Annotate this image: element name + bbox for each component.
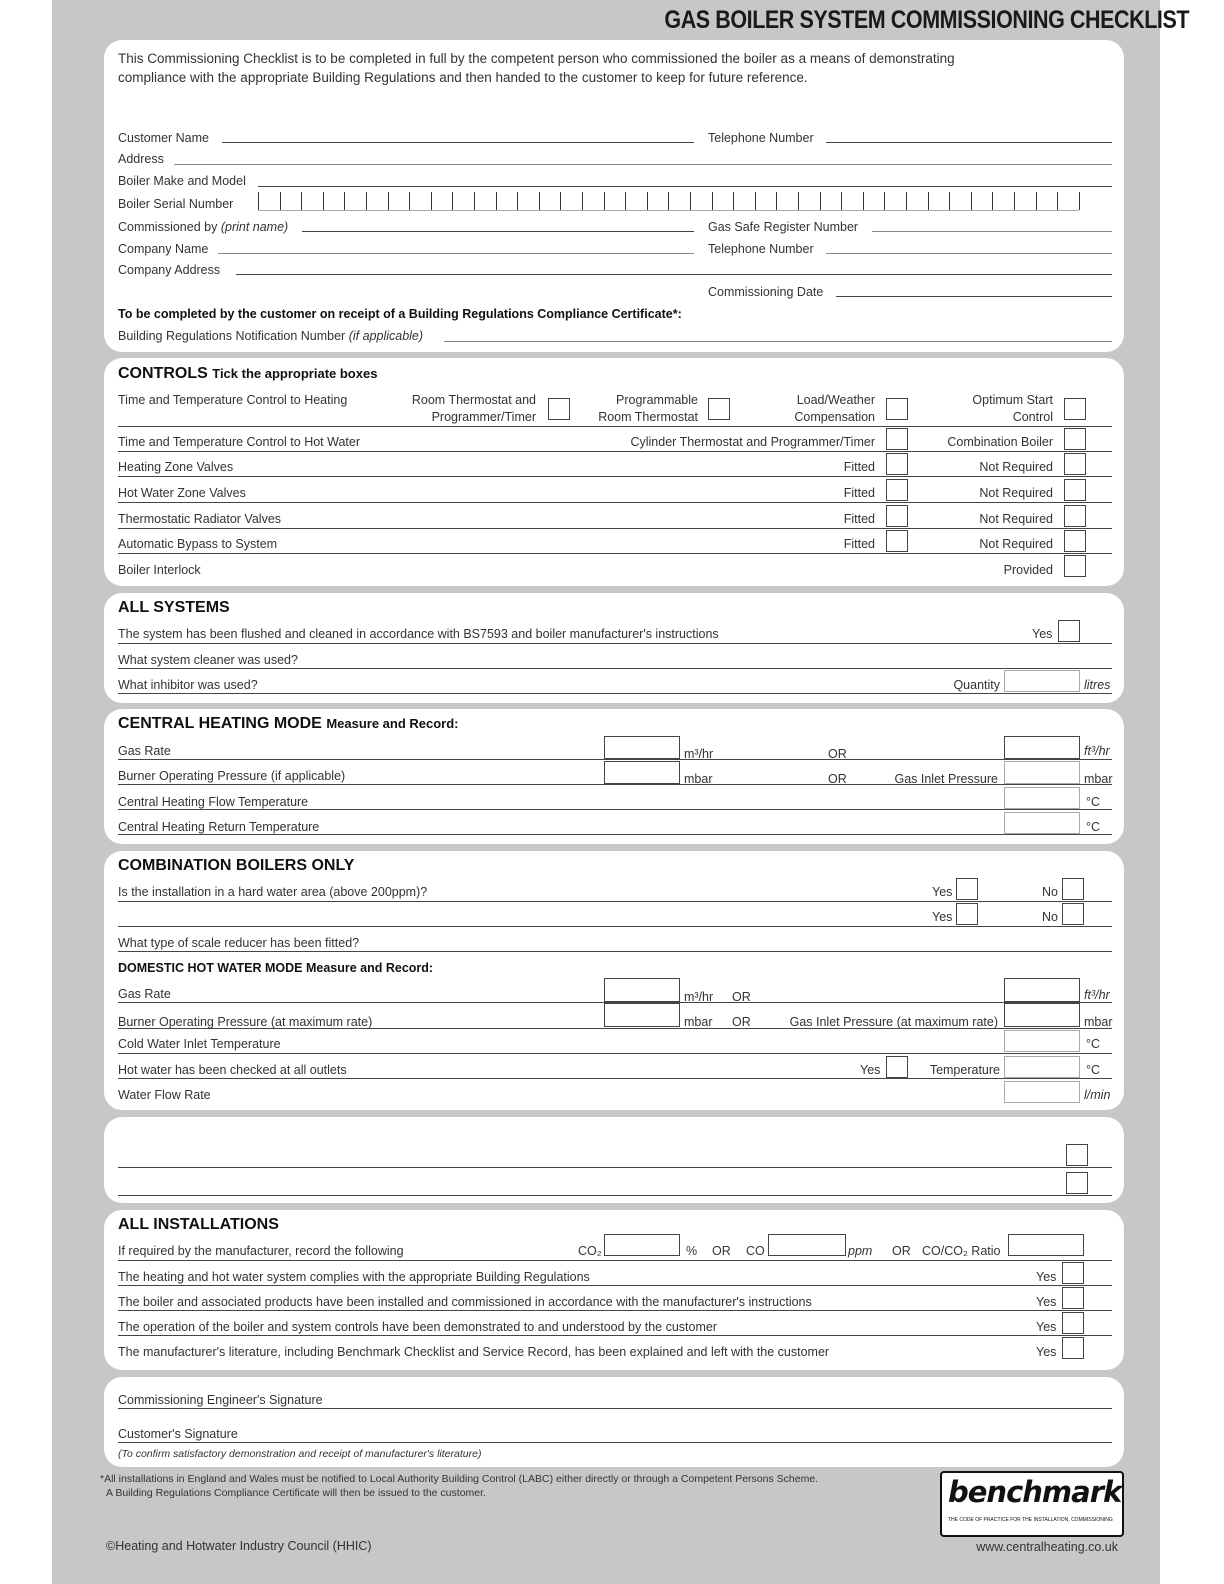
customer-signature-field[interactable] bbox=[118, 1442, 1112, 1443]
dhw-gas-inlet-label: Gas Inlet Pressure (at maximum rate) bbox=[789, 1015, 998, 1029]
dhw-gas-rate-label: Gas Rate bbox=[118, 987, 171, 1001]
benchmark-logo-text: benchmark bbox=[948, 1475, 1122, 1509]
serial-digit-divider bbox=[560, 192, 561, 210]
or-label: OR bbox=[828, 772, 847, 786]
row-divider bbox=[118, 809, 1112, 810]
serial-digit-divider bbox=[582, 192, 583, 210]
trv-label: Thermostatic Radiator Valves bbox=[118, 512, 282, 526]
ch-gas-inlet-label: Gas Inlet Pressure bbox=[894, 772, 998, 786]
intro-line-1: This Commissioning Checklist is to be completed in full by the competent person who commissioned the boiler as a means of demonstrating bbox=[118, 51, 955, 66]
engineer-signature-label: Commissioning Engineer's Signature bbox=[118, 1393, 323, 1407]
footnote-line-2: A Building Regulations Compliance Certificate will then be issued to the customer. bbox=[106, 1487, 486, 1499]
serial-baseline bbox=[258, 210, 1079, 211]
footnote-line-1: *All installations in England and Wales must be notified to Local Authority Building Control (LABC) either directly or through a Competent Persons Scheme. bbox=[100, 1473, 819, 1485]
additional-item-1-checkbox[interactable] bbox=[1066, 1144, 1088, 1166]
benchmark-logo bbox=[940, 1471, 1124, 1537]
hot-checked-yes-checkbox[interactable] bbox=[886, 1056, 908, 1078]
combination-boiler-label: Combination Boiler bbox=[947, 435, 1053, 449]
serial-digit-divider bbox=[344, 192, 345, 210]
or-label: OR bbox=[892, 1244, 911, 1258]
serial-digit-divider bbox=[798, 192, 799, 210]
flushed-statement: The system has been flushed and cleaned in accordance with BS7593 and boiler manufacturer's instructions bbox=[118, 627, 719, 641]
commissioned-by-label: Commissioned by (print name) bbox=[118, 220, 289, 234]
ch-return-temp-label: Central Heating Return Temperature bbox=[118, 820, 320, 834]
hot-water-zone-valves-label: Hot Water Zone Valves bbox=[118, 486, 246, 500]
inhibitor-question: What inhibitor was used? bbox=[118, 678, 258, 692]
serial-digit-divider bbox=[1079, 192, 1080, 210]
serial-digit-divider bbox=[712, 192, 713, 210]
row-divider bbox=[118, 1310, 1112, 1311]
fitted-label: Fitted bbox=[843, 512, 875, 526]
cold-inlet-label: Cold Water Inlet Temperature bbox=[118, 1037, 281, 1051]
copyright: ©Heating and Hotwater Industry Council (HHIC) bbox=[106, 1539, 372, 1553]
ch-gas-rate-m3-field[interactable] bbox=[604, 736, 680, 759]
quantity-field[interactable] bbox=[1004, 670, 1080, 692]
load-weather-checkbox[interactable] bbox=[886, 398, 908, 420]
option-optimum-start-line2: Control bbox=[1012, 410, 1053, 424]
option-optimum-start-line1: Optimum Start bbox=[972, 393, 1053, 407]
statement-3-yes-checkbox[interactable] bbox=[1062, 1312, 1084, 1334]
cylinder-thermostat-checkbox[interactable] bbox=[886, 428, 908, 450]
not-required-label: Not Required bbox=[979, 537, 1053, 551]
ratio-label: CO/CO₂ Ratio bbox=[922, 1244, 1001, 1258]
hot-water-zone-fitted-checkbox[interactable] bbox=[886, 479, 908, 501]
yes-label: Yes bbox=[1036, 1345, 1057, 1359]
row-divider bbox=[118, 476, 1112, 477]
serial-digit-divider bbox=[841, 192, 842, 210]
cold-inlet-field[interactable] bbox=[1004, 1030, 1080, 1052]
statement-1-yes-checkbox[interactable] bbox=[1062, 1262, 1084, 1284]
ch-gas-rate-label: Gas Rate bbox=[118, 744, 171, 758]
hot-checked-statement: Hot water has been checked at all outlets bbox=[118, 1063, 347, 1077]
room-thermostat-checkbox[interactable] bbox=[548, 398, 570, 420]
water-flow-rate-label: Water Flow Rate bbox=[118, 1088, 211, 1102]
company-telephone-label: Telephone Number bbox=[708, 242, 814, 256]
row-divider bbox=[118, 1260, 1112, 1261]
row-divider bbox=[118, 693, 1112, 694]
optimum-start-checkbox[interactable] bbox=[1064, 398, 1086, 420]
ch-burner-field[interactable] bbox=[604, 761, 680, 784]
dhw-burner-label: Burner Operating Pressure (at maximum rate) bbox=[118, 1015, 373, 1029]
co2-field[interactable] bbox=[604, 1234, 680, 1256]
combination-heading: COMBINATION BOILERS ONLY bbox=[118, 857, 355, 874]
notification-field[interactable] bbox=[444, 341, 1112, 342]
or-label: OR bbox=[712, 1244, 731, 1258]
gas-safe-field[interactable] bbox=[872, 231, 1112, 232]
interlock-provided-checkbox[interactable] bbox=[1064, 555, 1086, 577]
serial-digit-divider bbox=[863, 192, 864, 210]
all-installations-heading: ALL INSTALLATIONS bbox=[118, 1216, 279, 1233]
hot-temperature-field[interactable] bbox=[1004, 1056, 1080, 1078]
customer-name-label: Customer Name bbox=[118, 131, 209, 145]
hot-water-zone-not-required-checkbox[interactable] bbox=[1064, 479, 1086, 501]
quantity-label: Quantity bbox=[953, 678, 1000, 692]
serial-digit-divider bbox=[647, 192, 648, 210]
serial-digit-divider bbox=[301, 192, 302, 210]
serial-digit-divider bbox=[992, 192, 993, 210]
litres-unit: litres bbox=[1084, 678, 1111, 692]
trv-fitted-checkbox[interactable] bbox=[886, 505, 908, 527]
row-divider bbox=[118, 643, 1112, 644]
co-label: CO bbox=[746, 1244, 765, 1258]
row-divider bbox=[118, 1078, 1112, 1079]
company-telephone-field[interactable] bbox=[826, 253, 1112, 254]
serial-digit-divider bbox=[604, 192, 605, 210]
serial-digit-divider bbox=[971, 192, 972, 210]
all-systems-heading: ALL SYSTEMS bbox=[118, 599, 230, 616]
required-label: If required by the manufacturer, record the following bbox=[118, 1244, 404, 1258]
notification-label: Building Regulations Notification Number (if applicable) bbox=[118, 329, 424, 343]
serial-digit-divider bbox=[949, 192, 950, 210]
mbar-unit: mbar bbox=[1084, 772, 1113, 786]
co-field[interactable] bbox=[768, 1234, 846, 1256]
ch-gas-rate-ft3-field[interactable] bbox=[1004, 736, 1080, 759]
address-label: Address bbox=[118, 152, 164, 166]
dhw-gas-inlet-field[interactable] bbox=[1004, 1003, 1080, 1027]
ratio-field[interactable] bbox=[1008, 1234, 1084, 1256]
row-divider bbox=[118, 784, 1112, 785]
serial-digit-divider bbox=[928, 192, 929, 210]
mbar-unit: mbar bbox=[684, 772, 713, 786]
serial-digit-divider bbox=[539, 192, 540, 210]
row-divider bbox=[118, 553, 1112, 554]
signature-note: (To confirm satisfactory demonstration and receipt of manufacturer's literature) bbox=[118, 1448, 482, 1460]
ch-return-temp-field[interactable] bbox=[1004, 812, 1080, 834]
hard-water-yes-checkbox[interactable] bbox=[956, 878, 978, 900]
boiler-interlock-label: Boiler Interlock bbox=[118, 563, 201, 577]
telephone-label: Telephone Number bbox=[708, 131, 814, 145]
serial-digit-divider bbox=[776, 192, 777, 210]
or-label: OR bbox=[732, 1015, 751, 1029]
not-required-label: Not Required bbox=[979, 512, 1053, 526]
dhw-heading: DOMESTIC HOT WATER MODE Measure and Record: bbox=[118, 961, 434, 975]
row-divider bbox=[118, 451, 1112, 452]
lmin-unit: l/min bbox=[1084, 1088, 1111, 1102]
serial-digit-divider bbox=[884, 192, 885, 210]
heating-zone-valves-label: Heating Zone Valves bbox=[118, 460, 234, 474]
row-divider bbox=[118, 759, 1112, 760]
no-label: No bbox=[1042, 910, 1058, 924]
dhw-gas-rate-m3-field[interactable] bbox=[604, 978, 680, 1002]
cylinder-thermostat-label: Cylinder Thermostat and Programmer/Timer bbox=[630, 435, 875, 449]
temperature-label: Temperature bbox=[929, 1063, 1000, 1077]
serial-digit-divider bbox=[517, 192, 518, 210]
commissioning-date-field[interactable] bbox=[836, 296, 1112, 297]
yes-label: Yes bbox=[932, 910, 953, 924]
compliance-statement-1: The heating and hot water system complies with the appropriate Building Regulations bbox=[118, 1270, 590, 1284]
fitted-label: Fitted bbox=[843, 460, 875, 474]
ch-flow-temp-label: Central Heating Flow Temperature bbox=[118, 795, 309, 809]
serial-digit-divider bbox=[1014, 192, 1015, 210]
serial-digit-divider bbox=[668, 192, 669, 210]
serial-number-boxes[interactable] bbox=[258, 192, 1098, 212]
statement-2-yes-checkbox[interactable] bbox=[1062, 1287, 1084, 1309]
serial-digit-divider bbox=[474, 192, 475, 210]
address-field[interactable] bbox=[174, 164, 1112, 165]
hard-water-question: Is the installation in a hard water area (above 200ppm)? bbox=[118, 885, 428, 899]
trv-not-required-checkbox[interactable] bbox=[1064, 505, 1086, 527]
additional-items-panel bbox=[104, 1117, 1124, 1203]
central-heating-panel bbox=[104, 709, 1124, 844]
serial-digit-divider bbox=[733, 192, 734, 210]
deg-c-unit: °C bbox=[1086, 795, 1101, 809]
ft3hr-unit: ft³/hr bbox=[1084, 744, 1110, 758]
additional-item-1-field[interactable] bbox=[118, 1167, 1112, 1168]
compliance-statement-4: The manufacturer's literature, including Benchmark Checklist and Service Record, has been explained and left with the customer bbox=[118, 1345, 830, 1359]
bypass-label: Automatic Bypass to System bbox=[118, 537, 278, 551]
option-programmable-line2: Room Thermostat bbox=[598, 410, 698, 424]
option-load-weather-line1: Load/Weather bbox=[796, 393, 875, 407]
website-link[interactable]: www.centralheating.co.uk bbox=[976, 1540, 1118, 1554]
compliance-statement-3: The operation of the boiler and system controls have been demonstrated to and understood by the customer bbox=[118, 1320, 717, 1334]
telephone-field[interactable] bbox=[826, 142, 1112, 143]
controls-panel bbox=[104, 358, 1124, 586]
row-divider bbox=[118, 1053, 1112, 1054]
co2-label: CO₂ bbox=[578, 1244, 602, 1258]
form-title: GAS BOILER SYSTEM COMMISSIONING CHECKLIST bbox=[664, 6, 1189, 34]
serial-digit-divider bbox=[755, 192, 756, 210]
scale-no-checkbox[interactable] bbox=[1062, 903, 1084, 925]
serial-digit-divider bbox=[323, 192, 324, 210]
deg-c-unit: °C bbox=[1086, 1037, 1101, 1051]
scale-yes-checkbox[interactable] bbox=[956, 903, 978, 925]
serial-digit-divider bbox=[906, 192, 907, 210]
ch-burner-label: Burner Operating Pressure (if applicable) bbox=[118, 769, 346, 783]
flushed-yes-checkbox[interactable] bbox=[1058, 620, 1080, 642]
option-load-weather-line2: Compensation bbox=[794, 410, 875, 424]
or-label: OR bbox=[732, 990, 751, 1004]
row-divider bbox=[118, 426, 1112, 427]
bypass-fitted-checkbox[interactable] bbox=[886, 530, 908, 552]
m3hr-unit: m³/hr bbox=[684, 990, 714, 1004]
dhw-gas-rate-ft3-field[interactable] bbox=[1004, 978, 1080, 1002]
m3hr-unit: m³/hr bbox=[684, 747, 714, 761]
no-label: No bbox=[1042, 885, 1058, 899]
serial-digit-divider bbox=[366, 192, 367, 210]
mbar-unit: mbar bbox=[684, 1015, 713, 1029]
percent-unit: % bbox=[686, 1244, 698, 1258]
serial-digit-divider bbox=[258, 192, 259, 210]
serial-label: Boiler Serial Number bbox=[118, 197, 234, 211]
row-divider bbox=[118, 901, 1112, 902]
ch-gas-inlet-field[interactable] bbox=[1004, 761, 1080, 784]
commissioning-date-label: Commissioning Date bbox=[708, 285, 824, 299]
row-divider bbox=[118, 1285, 1112, 1286]
all-installations-panel bbox=[104, 1210, 1124, 1370]
serial-digit-divider bbox=[1036, 192, 1037, 210]
company-name-field[interactable] bbox=[218, 253, 694, 254]
serial-digit-divider bbox=[388, 192, 389, 210]
water-flow-rate-field[interactable] bbox=[1004, 1081, 1080, 1103]
option-room-thermostat-line2: Programmer/Timer bbox=[431, 410, 536, 424]
mbar-unit: mbar bbox=[1084, 1015, 1113, 1029]
yes-label: Yes bbox=[1036, 1270, 1057, 1284]
additional-item-2-checkbox[interactable] bbox=[1066, 1172, 1088, 1194]
serial-digit-divider bbox=[1057, 192, 1058, 210]
company-address-field[interactable] bbox=[236, 274, 1112, 275]
bypass-not-required-checkbox[interactable] bbox=[1064, 530, 1086, 552]
row-divider bbox=[118, 834, 1112, 835]
statement-4-yes-checkbox[interactable] bbox=[1062, 1337, 1084, 1359]
boiler-make-field[interactable] bbox=[258, 186, 1112, 187]
combination-panel bbox=[104, 851, 1124, 1110]
serial-digit-divider bbox=[431, 192, 432, 210]
ft3hr-unit: ft³/hr bbox=[1084, 988, 1110, 1002]
serial-digit-divider bbox=[690, 192, 691, 210]
scale-reducer-question: What type of scale reducer has been fitted? bbox=[118, 936, 360, 950]
intro-line-2: compliance with the appropriate Building Regulations and then handed to the customer to keep for future reference. bbox=[118, 70, 808, 85]
signatures-panel bbox=[104, 1377, 1124, 1467]
deg-c-unit: °C bbox=[1086, 1063, 1101, 1077]
benchmark-logo-tag: THE CODE OF PRACTICE FOR THE INSTALLATION, COMMISSIONING bbox=[948, 1517, 1113, 1523]
additional-item-2-field[interactable] bbox=[118, 1195, 1112, 1196]
compliance-statement-2: The boiler and associated products have been installed and commissioned in accordance with the manufacturer's instructions bbox=[118, 1295, 812, 1309]
ch-flow-temp-field[interactable] bbox=[1004, 787, 1080, 809]
yes-label: Yes bbox=[1036, 1295, 1057, 1309]
not-required-label: Not Required bbox=[979, 486, 1053, 500]
hotwater-control-label: Time and Temperature Control to Hot Water bbox=[118, 435, 360, 449]
row-divider bbox=[118, 1335, 1112, 1336]
central-heating-heading: CENTRAL HEATING MODE Measure and Record: bbox=[118, 715, 459, 732]
dhw-burner-field[interactable] bbox=[604, 1003, 680, 1027]
programmable-thermostat-checkbox[interactable] bbox=[708, 398, 730, 420]
commissioned-by-field[interactable] bbox=[302, 231, 694, 232]
option-programmable-line1: Programmable bbox=[616, 393, 698, 407]
heating-control-label: Time and Temperature Control to Heating bbox=[118, 393, 348, 407]
serial-digit-divider bbox=[820, 192, 821, 210]
boiler-make-label: Boiler Make and Model bbox=[118, 174, 246, 188]
yes-label: Yes bbox=[1032, 627, 1053, 641]
cleaner-question: What system cleaner was used? bbox=[118, 653, 298, 667]
serial-digit-divider bbox=[409, 192, 410, 210]
fitted-label: Fitted bbox=[843, 486, 875, 500]
heating-zone-not-required-checkbox[interactable] bbox=[1064, 453, 1086, 475]
scale-reducer-field[interactable] bbox=[118, 951, 1112, 952]
controls-heading: CONTROLS Tick the appropriate boxes bbox=[118, 365, 378, 382]
provided-label: Provided bbox=[1003, 563, 1053, 577]
gas-safe-label: Gas Safe Register Number bbox=[708, 220, 859, 234]
serial-digit-divider bbox=[625, 192, 626, 210]
yes-label: Yes bbox=[932, 885, 953, 899]
or-label: OR bbox=[828, 747, 847, 761]
customer-signature-label: Customer's Signature bbox=[118, 1427, 238, 1441]
not-required-label: Not Required bbox=[979, 460, 1053, 474]
hard-water-no-checkbox[interactable] bbox=[1062, 878, 1084, 900]
row-divider bbox=[118, 528, 1112, 529]
serial-digit-divider bbox=[496, 192, 497, 210]
heating-zone-fitted-checkbox[interactable] bbox=[886, 453, 908, 475]
ppm-unit: ppm bbox=[848, 1244, 873, 1258]
combination-boiler-checkbox[interactable] bbox=[1064, 428, 1086, 450]
yes-label: Yes bbox=[1036, 1320, 1057, 1334]
customer-name-field[interactable] bbox=[222, 142, 694, 143]
option-room-thermostat-line1: Room Thermostat and bbox=[411, 393, 536, 407]
company-name-label: Company Name bbox=[118, 242, 209, 256]
engineer-signature-field[interactable] bbox=[118, 1408, 1112, 1409]
row-divider bbox=[118, 926, 1112, 927]
yes-label: Yes bbox=[860, 1063, 881, 1077]
company-address-label: Company Address bbox=[118, 263, 221, 277]
row-divider bbox=[118, 1028, 1112, 1029]
cleaner-field[interactable] bbox=[118, 668, 1112, 669]
row-divider bbox=[118, 502, 1112, 503]
serial-digit-divider bbox=[452, 192, 453, 210]
customer-note: To be completed by the customer on receipt of a Building Regulations Compliance Certificate*: bbox=[118, 307, 682, 321]
deg-c-unit: °C bbox=[1086, 820, 1101, 834]
all-systems-panel bbox=[104, 593, 1124, 703]
fitted-label: Fitted bbox=[843, 537, 875, 551]
serial-digit-divider bbox=[280, 192, 281, 210]
